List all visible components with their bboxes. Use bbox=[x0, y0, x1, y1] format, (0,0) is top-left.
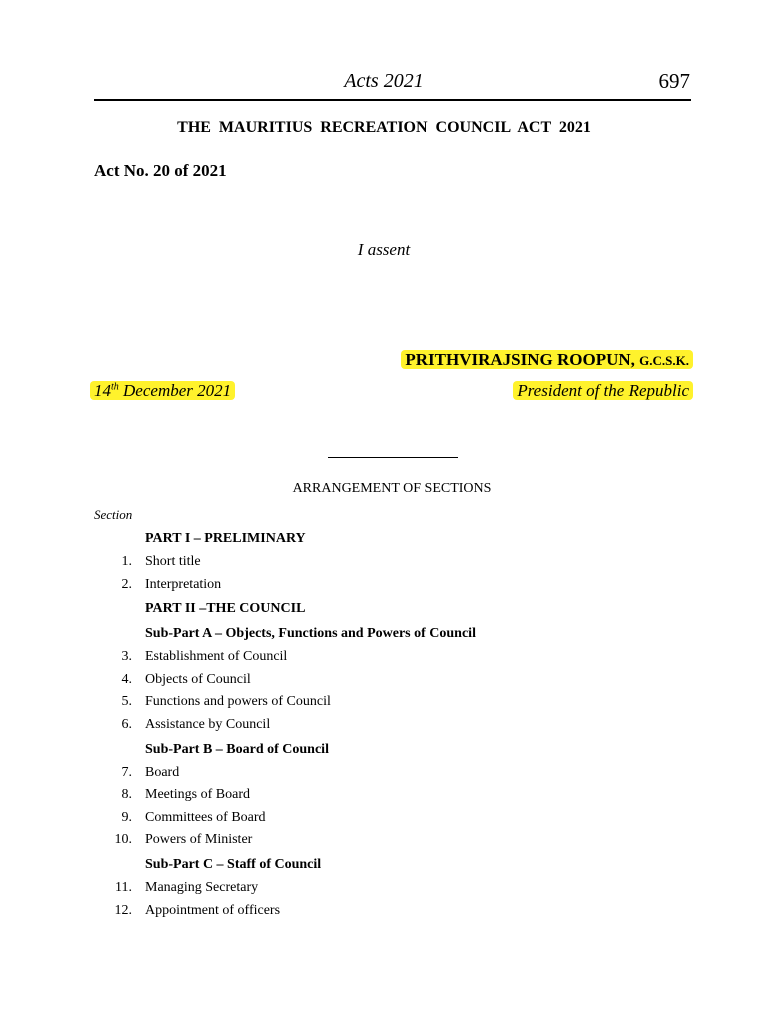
toc-section-row bbox=[94, 762, 694, 785]
toc-section-title: Powers of Minister bbox=[145, 832, 253, 848]
table-of-contents bbox=[94, 526, 694, 922]
toc-section-title: Objects of Council bbox=[145, 671, 251, 687]
date-rest: December 2021 bbox=[118, 381, 232, 400]
toc-section-title: Establishment of Council bbox=[145, 649, 288, 665]
header-rule bbox=[94, 99, 691, 101]
toc-part-heading: PART I – PRELIMINARY bbox=[145, 531, 306, 546]
toc-section-title: Committees of Board bbox=[145, 809, 266, 825]
toc-section-row bbox=[94, 669, 694, 692]
toc-section-number: 12. bbox=[114, 902, 132, 918]
toc-section-title: Meetings of Board bbox=[145, 787, 250, 803]
assent-date bbox=[90, 379, 235, 403]
assent-date-highlight bbox=[90, 381, 235, 400]
toc-section-title: Appointment of officers bbox=[145, 902, 281, 918]
date-suffix: th bbox=[111, 381, 119, 393]
toc-section-number: 6. bbox=[121, 716, 132, 732]
toc-section-row bbox=[94, 646, 694, 669]
toc-section-title: Interpretation bbox=[145, 576, 222, 592]
act-title: THE MAURITIUS RECREATION COUNCIL ACT 2021 bbox=[177, 119, 591, 136]
toc-part-heading: PART II –THE COUNCIL bbox=[145, 601, 306, 617]
toc-section-number: 7. bbox=[121, 764, 132, 780]
president-title-block bbox=[513, 379, 693, 403]
toc-part-heading: Sub-Part B – Board of Council bbox=[145, 741, 329, 757]
president-honours: G.C.S.K. bbox=[639, 353, 689, 368]
toc-section-number: 8. bbox=[121, 787, 132, 803]
toc-section-number: 9. bbox=[121, 809, 132, 825]
toc-section-row bbox=[94, 691, 694, 714]
toc-section-number: 11. bbox=[115, 879, 132, 895]
separator-rule bbox=[328, 457, 458, 458]
arrangement-heading: ARRANGEMENT OF SECTIONS bbox=[292, 481, 492, 496]
assent-text: I assent bbox=[357, 240, 411, 259]
toc-section-number: 3. bbox=[121, 649, 132, 665]
toc-section-row bbox=[94, 574, 694, 597]
toc-section-row bbox=[94, 829, 694, 852]
page-number: 697 bbox=[658, 69, 690, 93]
act-number: Act No. 20 of 2021 bbox=[94, 161, 227, 180]
toc-section-row bbox=[94, 714, 694, 737]
toc-section-title: Functions and powers of Council bbox=[145, 694, 331, 710]
president-title: President of the Republic bbox=[513, 381, 693, 400]
toc-section-title: Managing Secretary bbox=[145, 879, 259, 895]
toc-section-row bbox=[94, 900, 694, 923]
toc-section-row bbox=[94, 807, 694, 830]
running-title: Acts 2021 bbox=[344, 70, 424, 92]
toc-section-row bbox=[94, 551, 694, 574]
president-name-block bbox=[401, 348, 693, 373]
toc-section-number: 4. bbox=[121, 671, 132, 687]
toc-section-number: 1. bbox=[121, 554, 132, 569]
president-name: PRITHVIRAJSING ROOPUN, bbox=[405, 350, 635, 369]
toc-section-title: Board bbox=[145, 764, 180, 780]
toc-part-heading: Sub-Part C – Staff of Council bbox=[145, 856, 322, 872]
toc-section-number: 10. bbox=[114, 832, 132, 848]
section-label: Section bbox=[94, 507, 133, 522]
president-name-highlight bbox=[401, 350, 693, 369]
toc-section-number: 5. bbox=[121, 694, 132, 710]
toc-section-title: Short title bbox=[145, 554, 201, 569]
toc-part-heading: Sub-Part A – Objects, Functions and Powers of Council bbox=[145, 626, 476, 642]
toc-section-number: 2. bbox=[121, 576, 132, 592]
toc-section-title: Assistance by Council bbox=[145, 716, 271, 732]
toc-section-row bbox=[94, 784, 694, 807]
toc-section-row bbox=[94, 877, 694, 900]
date-day: 14 bbox=[94, 381, 111, 400]
